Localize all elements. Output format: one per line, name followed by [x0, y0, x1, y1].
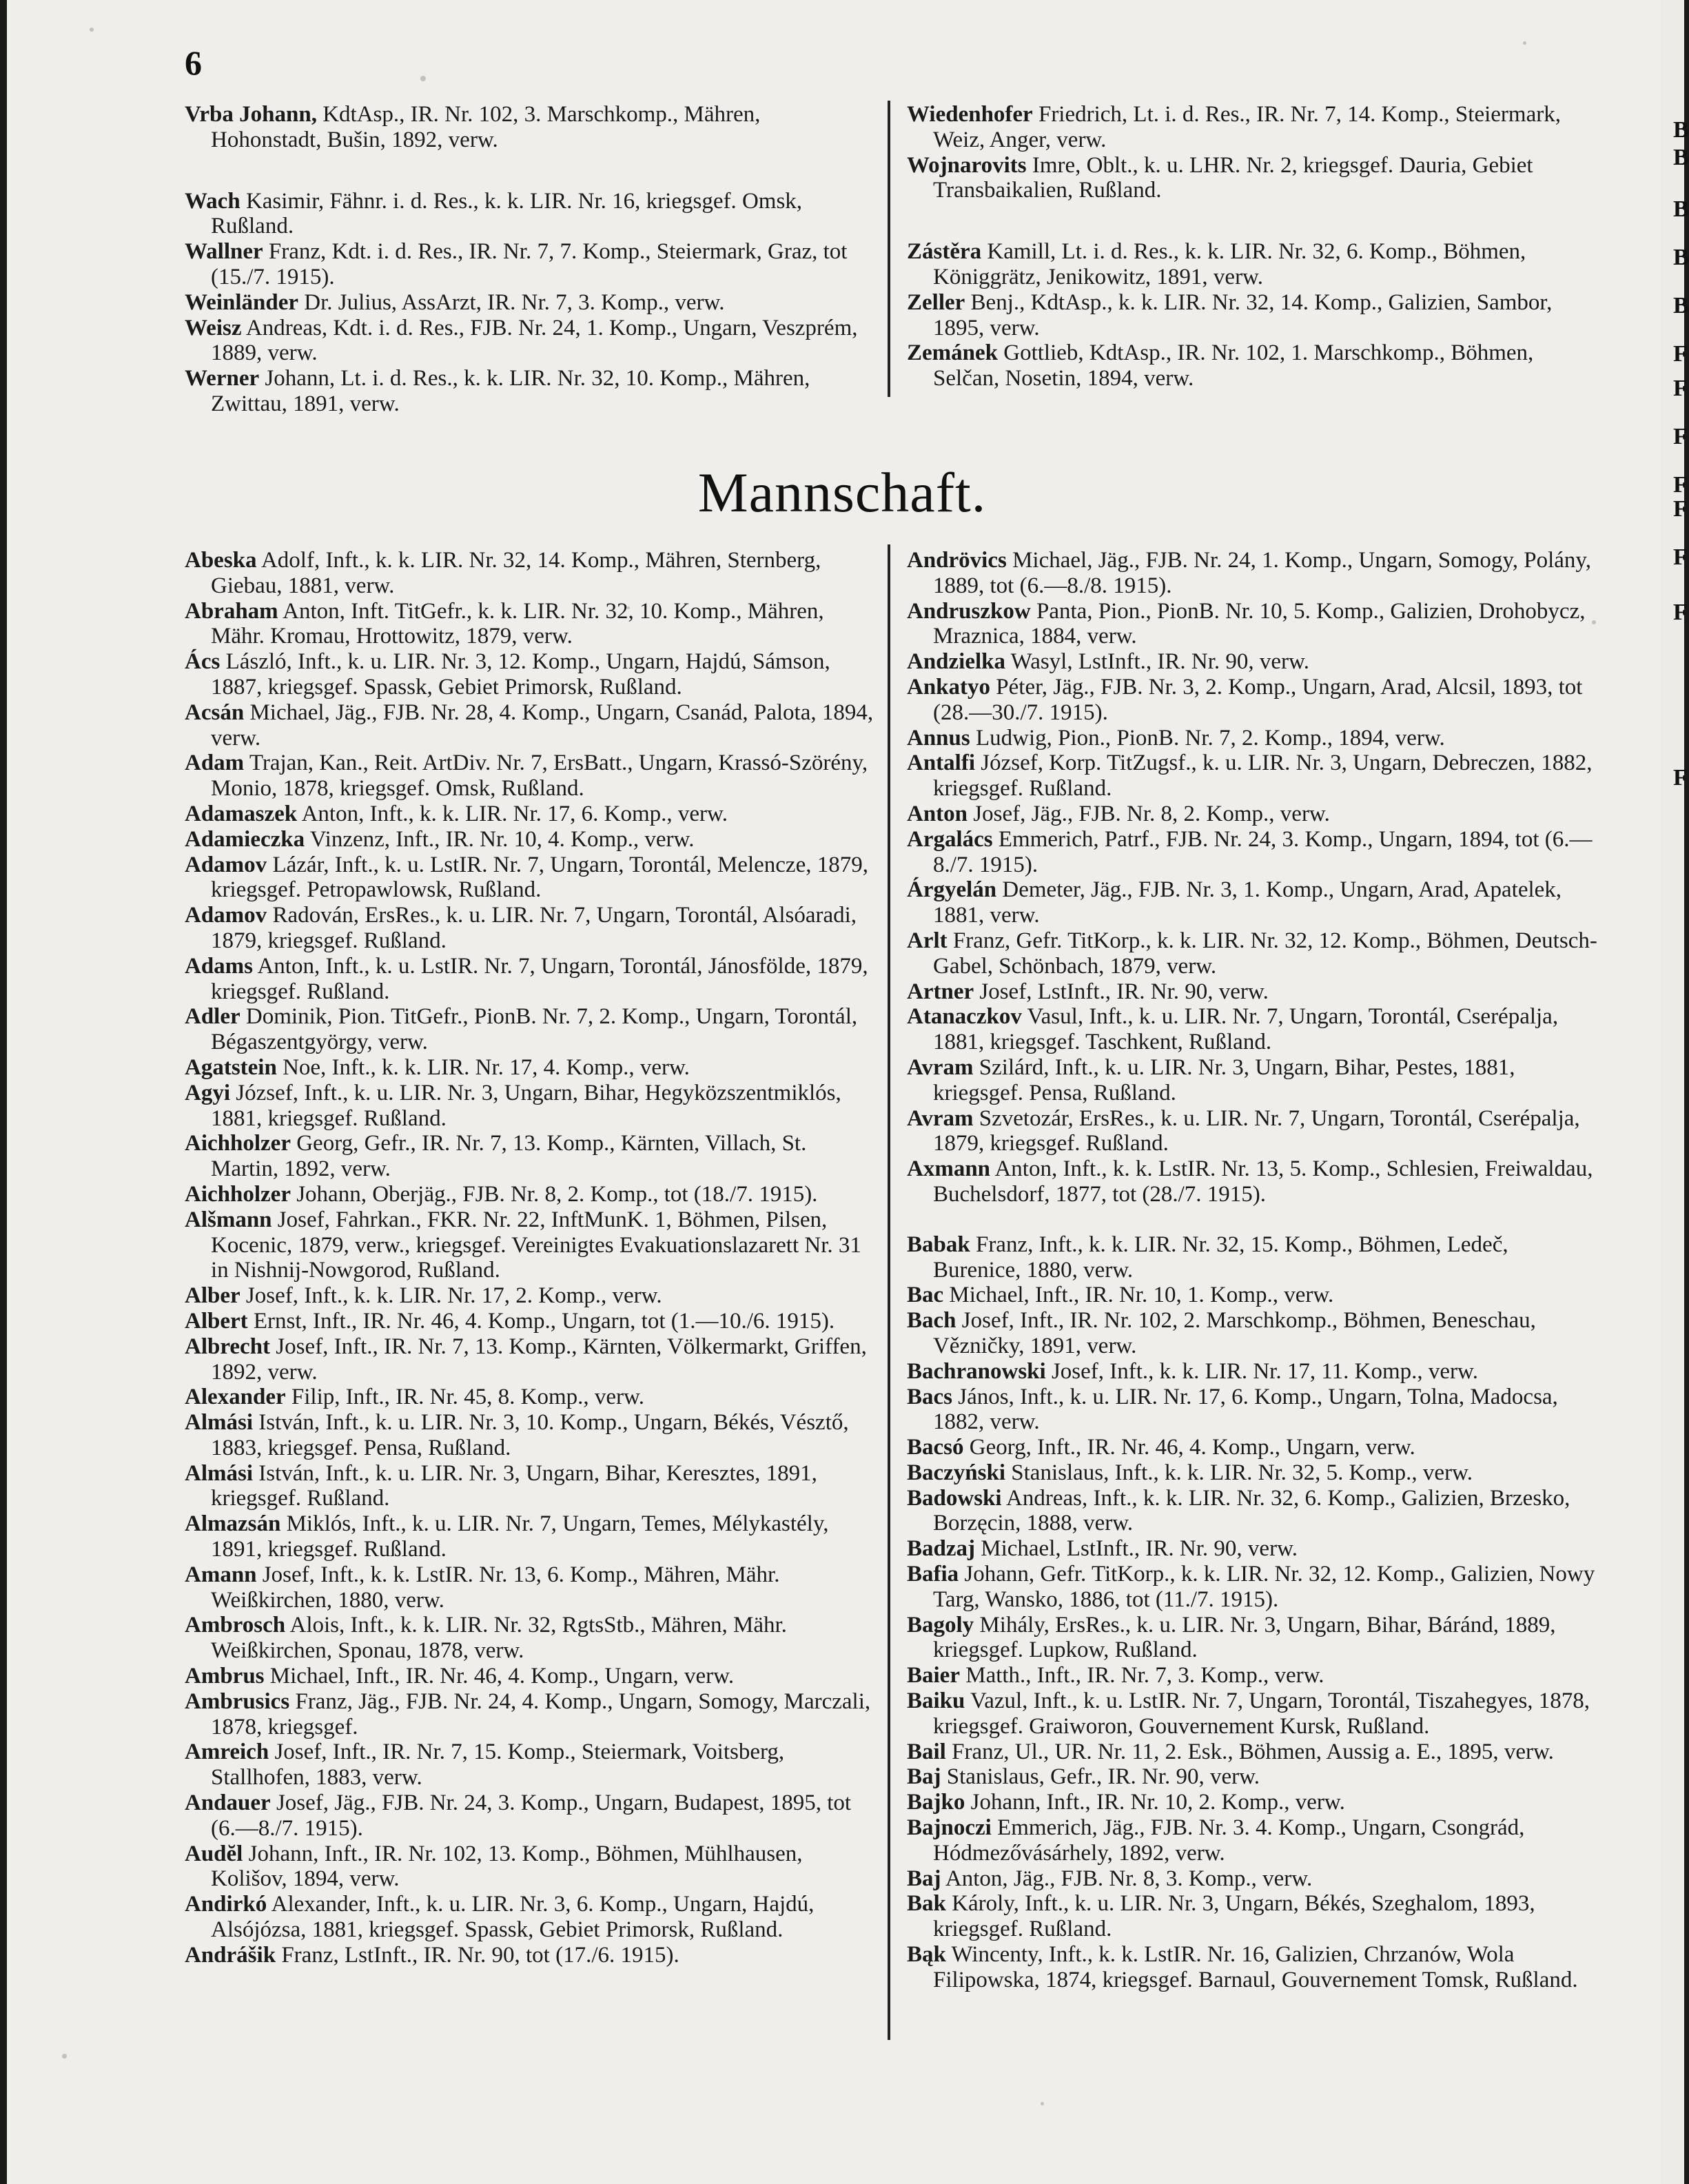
entry-surname: Bac — [907, 1283, 944, 1308]
entry-surname: Baczyński — [907, 1460, 1006, 1485]
entry-gap — [185, 153, 875, 189]
adjacent-page-letter: F — [1673, 765, 1688, 790]
entry-surname: Weisz — [185, 315, 242, 340]
entry-details: József, Korp. TitZugsf., k. u. LIR. Nr. 3, Ungarn, Debreczen, 1882, kriegsgef. Rußland. — [933, 751, 1593, 802]
entry-details: Johann, Inft., IR. Nr. 10, 2. Komp., verw. — [965, 1790, 1345, 1815]
entry-details: Imre, Oblt., k. u. LHR. Nr. 2, kriegsgef. Dauria, Gebiet Transbaikalien, Rußland. — [933, 152, 1533, 203]
entry-details: Péter, Jäg., FJB. Nr. 3, 2. Komp., Ungarn, Arad, Alcsil, 1893, tot (28.—30./7. 1915). — [933, 674, 1583, 725]
entry-details: Kasimir, Fähnr. i. d. Res., k. k. LIR. Nr. 16, kriegsgef. Omsk, Rußland. — [211, 188, 803, 239]
entry-surname: Albrecht — [185, 1334, 271, 1359]
section-heading: Mannschaft. — [697, 461, 987, 524]
entry-surname: Argalács — [907, 826, 993, 852]
entry-details: Michael, Jäg., FJB. Nr. 28, 4. Komp., Ungarn, Csanád, Palota, 1894, verw. — [211, 700, 874, 751]
entry-details: Demeter, Jäg., FJB. Nr. 3, 1. Komp., Ungarn, Arad, Apatelek, 1881, verw. — [933, 877, 1562, 928]
casualty-entry — [907, 1790, 1597, 1815]
entry-details: Anton, Inft., k. k. LIR. Nr. 17, 6. Komp., verw. — [297, 801, 728, 826]
adjacent-page-letter: B — [1673, 196, 1689, 222]
entry-details: János, Inft., k. u. LIR. Nr. 17, 6. Komp., Ungarn, Tolna, Madocsa, 1882, verw. — [933, 1384, 1558, 1435]
entry-details: Franz, Jäg., FJB. Nr. 24, 4. Komp., Ungarn, Somogy, Marczali, 1878, kriegsgef. — [211, 1688, 871, 1739]
casualty-entry — [907, 1663, 1597, 1688]
entry-details: Johann, Oberjäg., FJB. Nr. 8, 2. Komp., tot (18./7. 1915). — [290, 1181, 818, 1207]
casualty-entry — [907, 340, 1597, 391]
entry-surname: Baier — [907, 1663, 960, 1688]
entry-surname: Weinländer — [185, 289, 299, 315]
entry-details: Franz, LstInft., IR. Nr. 90, tot (17./6. 1915). — [276, 1942, 679, 1968]
casualty-entry — [907, 1232, 1597, 1283]
adjacent-page-letter: F — [1673, 544, 1688, 570]
casualty-entry — [907, 153, 1597, 204]
entry-details: Andreas, Kdt. i. d. Res., FJB. Nr. 24, 1. Komp., Ungarn, Veszprém, 1889, verw. — [211, 315, 858, 366]
casualty-entry — [907, 1359, 1597, 1385]
entry-details: Dr. Julius, AssArzt, IR. Nr. 7, 3. Komp., verw. — [298, 289, 725, 315]
casualty-entry — [907, 1106, 1597, 1157]
adjacent-page-letter: F — [1673, 472, 1688, 498]
entry-details: Franz, Gefr. TitKorp., k. k. LIR. Nr. 32, 12. Komp., Böhmen, Deutsch-Gabel, Schönbach, 1879, verw. — [933, 928, 1597, 979]
entry-details: Johann, Gefr. TitKorp., k. k. LIR. Nr. 32, 12. Komp., Galizien, Nowy Targ, Wansko, 1886, tot (11./7. 1915). — [933, 1562, 1595, 1612]
casualty-entry — [907, 1004, 1597, 1055]
entry-surname: Zemánek — [907, 340, 998, 366]
entry-surname: Bachranowski — [907, 1358, 1046, 1384]
entry-details: Kamill, Lt. i. d. Res., k. k. LIR. Nr. 32, 6. Komp., Böhmen, Königgrätz, Jenikowitz, 1891, verw. — [933, 239, 1526, 289]
casualty-entry — [185, 954, 875, 1005]
casualty-entry — [185, 1385, 875, 1410]
entry-details: Michael, Inft., IR. Nr. 10, 1. Komp., verw. — [943, 1283, 1334, 1308]
casualty-entry — [907, 1385, 1597, 1436]
entry-details: Friedrich, Lt. i. d. Res., IR. Nr. 7, 14. Komp., Steiermark, Weiz, Anger, verw. — [933, 102, 1561, 152]
entry-surname: Wach — [185, 188, 240, 214]
entry-surname: Bajko — [907, 1790, 965, 1815]
entry-details: István, Inft., k. u. LIR. Nr. 3, 10. Komp., Ungarn, Békés, Vésztő, 1883, kriegsgef. Pensa, Rußland. — [211, 1410, 849, 1460]
casualty-entry — [185, 827, 875, 853]
entry-surname: Agyi — [185, 1080, 230, 1105]
casualty-entry — [907, 1486, 1597, 1537]
entry-surname: Adamov — [185, 903, 267, 928]
entry-gap — [907, 203, 1597, 239]
casualty-entry — [185, 599, 875, 650]
entry-surname: Arlt — [907, 928, 948, 953]
casualty-entry — [185, 751, 875, 802]
casualty-entry — [907, 1739, 1597, 1765]
entry-details: Josef, Fahrkan., FKR. Nr. 22, InftMunK. 1, Böhmen, Pilsen, Kocenic, 1879, verw., kriegsgef. Vereinigtes Evakuationslazarett Nr. 31 in Nishnij-Nowgorod, Rußland. — [211, 1207, 861, 1283]
entry-surname: Atanaczkov — [907, 1004, 1022, 1030]
casualty-entry — [907, 290, 1597, 341]
entry-surname: Annus — [907, 725, 970, 751]
entry-details: Michael, LstInft., IR. Nr. 90, verw. — [975, 1536, 1298, 1562]
entry-details: Benj., KdtAsp., k. k. LIR. Nr. 32, 14. Komp., Galizien, Sambor, 1895, verw. — [933, 289, 1553, 340]
entry-surname: Ambrus — [185, 1664, 265, 1689]
entry-surname: Andirkó — [185, 1892, 267, 1917]
entry-surname: Adams — [185, 953, 254, 979]
entry-surname: Acsán — [185, 700, 245, 725]
entry-details: Matth., Inft., IR. Nr. 7, 3. Komp., verw. — [959, 1663, 1324, 1688]
casualty-entry — [185, 853, 875, 904]
entry-details: Szvetozár, ErsRes., k. u. LIR. Nr. 7, Ungarn, Torontál, Cserépalja, 1879, kriegsgef. Rußland. — [933, 1105, 1580, 1156]
entry-surname: Zeller — [907, 289, 965, 315]
entry-details: Szilárd, Inft., k. u. LIR. Nr. 3, Ungarn, Bihar, Pestes, 1881, kriegsgef. Pensa, Rußland. — [933, 1054, 1515, 1105]
entry-surname: Anton — [907, 801, 968, 826]
entry-details: Dominik, Pion. TitGefr., PionB. Nr. 7, 2. Komp., Ungarn, Torontál, Bégaszentgyörgy, verw. — [211, 1004, 858, 1055]
entry-surname: Árgyelán — [907, 877, 997, 903]
casualty-entry — [907, 751, 1597, 802]
entry-details: Josef, Inft., k. k. LIR. Nr. 17, 11. Komp., verw. — [1045, 1358, 1478, 1384]
entry-surname: Wallner — [185, 239, 263, 265]
casualty-entry — [185, 1410, 875, 1461]
casualty-entry — [185, 548, 875, 599]
entry-details: Georg, Gefr., IR. Nr. 7, 13. Komp., Kärnten, Villach, St. Martin, 1892, verw. — [211, 1131, 807, 1182]
casualty-entry — [185, 1055, 875, 1081]
entry-details: Károly, Inft., k. u. LIR. Nr. 3, Ungarn, Békés, Szeghalom, 1893, kriegsgef. Rußland. — [933, 1891, 1535, 1942]
casualty-entry — [907, 1308, 1597, 1359]
casualty-entry — [907, 1460, 1597, 1486]
entry-details: Josef, Inft., IR. Nr. 7, 13. Komp., Kärnten, Völkermarkt, Griffen, 1892, verw. — [211, 1334, 867, 1385]
entry-details: Radován, ErsRes., k. u. LIR. Nr. 7, Ungarn, Torontál, Alsóaradi, 1879, kriegsgef. Rußland. — [211, 903, 857, 953]
casualty-entry — [907, 649, 1597, 675]
casualty-entry — [907, 802, 1597, 827]
casualty-entry — [907, 726, 1597, 751]
entry-details: Wasyl, LstInft., IR. Nr. 90, verw. — [1005, 649, 1309, 675]
casualty-entry — [185, 1511, 875, 1562]
entry-surname: Almazsán — [185, 1511, 281, 1537]
entry-surname: Bąk — [907, 1942, 946, 1968]
entry-surname: Ács — [185, 649, 221, 675]
casualty-entry — [907, 1815, 1597, 1866]
casualty-entry — [185, 239, 875, 290]
entry-surname: Bajnoczi — [907, 1815, 992, 1841]
entry-details: Vazul, Inft., k. u. LstIR. Nr. 7, Ungarn, Torontál, Tiszahegyes, 1878, kriegsgef. Graiworon, Gouvernement Kursk, Rußland. — [933, 1688, 1590, 1739]
entry-surname: Wiedenhofer — [907, 102, 1033, 127]
entry-surname: Badzaj — [907, 1536, 975, 1562]
entry-details: Alois, Inft., k. k. LIR. Nr. 32, RgtsStb., Mähren, Mähr. Weißkirchen, Sponau, 1878, verw. — [211, 1613, 787, 1664]
casualty-entry — [185, 1081, 875, 1132]
entry-surname: Baj — [907, 1764, 941, 1790]
entry-details: Alexander, Inft., k. u. LIR. Nr. 3, 6. Komp., Ungarn, Hajdú, Alsójózsa, 1881, kriegsgef. Spassk, Gebiet Primorsk, Rußland. — [211, 1892, 815, 1943]
entry-details: Franz, Kdt. i. d. Res., IR. Nr. 7, 7. Komp., Steiermark, Graz, tot (15./7. 1915). — [211, 239, 848, 289]
entry-details: László, Inft., k. u. LIR. Nr. 3, 12. Komp., Ungarn, Hajdú, Sámson, 1887, kriegsgef. Spassk, Gebiet Primorsk, Rußland. — [211, 649, 830, 700]
entry-details: Josef, Inft., IR. Nr. 102, 2. Marschkomp., Böhmen, Beneschau, Vězničky, 1891, verw. — [933, 1308, 1536, 1358]
casualty-entry — [185, 1334, 875, 1385]
casualty-entry — [907, 239, 1597, 290]
casualty-entry — [185, 1739, 875, 1790]
adjacent-page-letter: F — [1673, 600, 1688, 625]
entry-surname: Almási — [185, 1410, 253, 1436]
casualty-entry — [907, 1283, 1597, 1308]
casualty-entry — [907, 1536, 1597, 1562]
entry-details: Josef, Inft., k. k. LIR. Nr. 17, 2. Komp., verw. — [240, 1283, 662, 1309]
casualty-entry — [185, 1562, 875, 1613]
casualty-entry — [907, 979, 1597, 1005]
adjacent-page-edge — [1661, 0, 1689, 2184]
entry-details: Trajan, Kan., Reit. ArtDiv. Nr. 7, ErsBatt., Ungarn, Krassó-Szörény, Monio, 1878, kriegsgef. Omsk, Rußland. — [211, 751, 868, 802]
entry-surname: Wojnarovits — [907, 152, 1027, 178]
casualty-entry — [907, 1942, 1597, 1993]
entry-details: Josef, Jäg., FJB. Nr. 24, 3. Komp., Ungarn, Budapest, 1895, tot (6.—8./7. 1915). — [211, 1790, 852, 1841]
entry-surname: Amann — [185, 1562, 257, 1587]
casualty-entry — [907, 1764, 1597, 1790]
casualty-entry — [907, 548, 1597, 599]
casualty-entry — [907, 599, 1597, 650]
entry-surname: Alšmann — [185, 1207, 272, 1232]
entry-surname: Bafia — [907, 1562, 959, 1587]
entry-surname: Bagoly — [907, 1612, 974, 1637]
entry-surname: Andrövics — [907, 548, 1007, 573]
entry-surname: Bacs — [907, 1384, 952, 1409]
entry-details: Adolf, Inft., k. k. LIR. Nr. 32, 14. Komp., Mähren, Sternberg, Giebau, 1881, verw. — [211, 548, 821, 598]
casualty-entry — [185, 700, 875, 751]
column-divider-main — [888, 544, 890, 2040]
entry-details: István, Inft., k. u. LIR. Nr. 3, Ungarn, Bihar, Keresztes, 1891, kriegsgef. Rußland. — [211, 1460, 817, 1511]
entry-surname: Adamov — [185, 852, 267, 877]
casualty-entry — [185, 290, 875, 316]
top-left-column — [185, 102, 875, 417]
entry-surname: Agatstein — [185, 1054, 277, 1080]
casualty-entry — [185, 649, 875, 700]
entry-details: Franz, Ul., UR. Nr. 11, 2. Esk., Böhmen, Aussig a. E., 1895, verw. — [945, 1739, 1554, 1764]
casualty-entry — [185, 1689, 875, 1740]
entry-surname: Aichholzer — [185, 1131, 291, 1156]
casualty-entry — [185, 802, 875, 827]
casualty-entry — [185, 1664, 875, 1689]
entry-surname: Zástěra — [907, 239, 982, 265]
casualty-entry — [185, 189, 875, 240]
entry-surname: Alexander — [185, 1385, 286, 1410]
entry-surname: Albert — [185, 1308, 248, 1334]
entry-details: Johann, Lt. i. d. Res., k. k. LIR. Nr. 32, 10. Komp., Mähren, Zwittau, 1891, verw. — [211, 366, 810, 416]
entry-surname: Avram — [907, 1054, 974, 1080]
entry-details: Anton, Jäg., FJB. Nr. 8, 3. Komp., verw. — [941, 1866, 1313, 1891]
entry-surname: Andzielka — [907, 649, 1006, 675]
adjacent-page-letter: F — [1673, 424, 1688, 449]
entry-surname: Ambrosch — [185, 1613, 286, 1638]
casualty-entry — [907, 1562, 1597, 1613]
entry-details: Josef, Inft., IR. Nr. 7, 15. Komp., Steiermark, Voitsberg, Stallhofen, 1883, verw. — [211, 1739, 785, 1790]
casualty-entry — [185, 1613, 875, 1664]
casualty-entry — [907, 1055, 1597, 1106]
casualty-entry — [185, 1790, 875, 1841]
column-divider-top — [888, 101, 890, 397]
adjacent-page-letter: B — [1673, 117, 1689, 143]
entry-surname: Babak — [907, 1232, 970, 1257]
casualty-entry — [185, 366, 875, 417]
entry-surname: Axmann — [907, 1156, 991, 1182]
casualty-entry — [907, 1435, 1597, 1460]
entry-details: Anton, Inft., k. k. LstIR. Nr. 13, 5. Komp., Schlesien, Freiwaldau, Buchelsdorf, 1877, tot (28./7. 1915). — [933, 1156, 1593, 1207]
casualty-entry — [907, 1613, 1597, 1664]
entry-surname: Adamieczka — [185, 826, 305, 852]
entry-details: Miklós, Inft., k. u. LIR. Nr. 7, Ungarn, Temes, Mélykastély, 1891, kriegsgef. Rußland. — [211, 1511, 829, 1562]
entry-surname: Abraham — [185, 598, 278, 624]
entry-details: Stanislaus, Inft., k. k. LIR. Nr. 32, 5. Komp., verw. — [1005, 1460, 1473, 1485]
entry-details: Andreas, Inft., k. k. LIR. Nr. 32, 6. Komp., Galizien, Brzesko, Borzęcin, 1888, verw. — [933, 1485, 1570, 1536]
casualty-entry — [185, 1131, 875, 1182]
adjacent-page-letter: B — [1673, 145, 1689, 170]
entry-details: József, Inft., k. u. LIR. Nr. 3, Ungarn, Bihar, Hegyközszentmiklós, 1881, kriegsgef. Rußland. — [211, 1080, 841, 1131]
entry-surname: Baj — [907, 1866, 941, 1891]
casualty-entry — [185, 102, 875, 153]
entry-details: Filip, Inft., IR. Nr. 45, 8. Komp., verw. — [285, 1385, 644, 1410]
entry-surname: Bak — [907, 1891, 946, 1917]
entry-details: Lázár, Inft., k. u. LstIR. Nr. 7, Ungarn, Torontál, Melencze, 1879, kriegsgef. Petropawlowsk, Rußland. — [211, 852, 868, 903]
casualty-entry — [185, 316, 875, 367]
casualty-entry — [185, 1182, 875, 1207]
entry-surname: Amreich — [185, 1739, 269, 1765]
left-column — [185, 548, 875, 1968]
entry-surname: Adler — [185, 1004, 240, 1030]
entry-surname: Audĕl — [185, 1841, 243, 1866]
entry-details: Michael, Jäg., FJB. Nr. 24, 1. Komp., Ungarn, Somogy, Polány, 1889, tot (6.—8./8. 1915). — [933, 548, 1592, 598]
entry-surname: Bacsó — [907, 1435, 964, 1460]
page-number: 6 — [185, 43, 202, 82]
entry-details: Stanislaus, Gefr., IR. Nr. 90, verw. — [941, 1764, 1260, 1790]
casualty-entry — [907, 827, 1597, 878]
casualty-entry — [185, 1461, 875, 1512]
casualty-entry — [907, 877, 1597, 928]
casualty-entry — [185, 1841, 875, 1892]
entry-details: Wincenty, Inft., k. k. LstIR. Nr. 16, Galizien, Chrzanów, Wola Filipowska, 1874, kriegsgef. Barnaul, Gouvernement Tomsk, Rußland. — [933, 1942, 1578, 1992]
casualty-entry — [185, 903, 875, 954]
entry-surname: Adamaszek — [185, 801, 298, 826]
entry-details: Johann, Inft., IR. Nr. 102, 13. Komp., Böhmen, Mühlhausen, Kolišov, 1894, verw. — [211, 1841, 803, 1892]
entry-details: Emmerich, Patrf., FJB. Nr. 24, 3. Komp., Ungarn, 1894, tot (6.—8./7. 1915). — [933, 826, 1593, 877]
entry-details: KdtAsp., IR. Nr. 102, 3. Marschkomp., Mähren, Hohonstadt, Bušin, 1892, verw. — [211, 102, 761, 152]
entry-details: Josef, Inft., k. k. LstIR. Nr. 13, 6. Komp., Mähren, Mähr. Weißkirchen, 1880, verw. — [211, 1562, 780, 1613]
adjacent-page-letter: F — [1673, 496, 1688, 522]
entry-details: Josef, LstInft., IR. Nr. 90, verw. — [974, 979, 1269, 1004]
casualty-entry — [185, 1207, 875, 1283]
casualty-entry — [907, 928, 1597, 979]
adjacent-page-letter: B — [1673, 293, 1689, 318]
casualty-entry — [907, 1891, 1597, 1942]
entry-details: Georg, Inft., IR. Nr. 46, 4. Komp., Ungarn, verw. — [963, 1435, 1415, 1460]
adjacent-page-letter: B — [1673, 245, 1689, 270]
entry-details: Anton, Inft. TitGefr., k. k. LIR. Nr. 32, 10. Komp., Mähren, Mähr. Kromau, Hrottowitz, 1879, verw. — [211, 598, 824, 649]
entry-surname: Abeska — [185, 548, 257, 573]
adjacent-page-letter: F — [1673, 376, 1688, 401]
entry-surname: Vrba Johann, — [185, 102, 317, 127]
casualty-entry — [185, 1309, 875, 1334]
entry-details: Franz, Inft., k. k. LIR. Nr. 32, 15. Komp., Böhmen, Ledeč, Burenice, 1880, verw. — [933, 1232, 1508, 1283]
casualty-entry — [185, 1283, 875, 1309]
entry-details: Vinzenz, Inft., IR. Nr. 10, 4. Komp., verw. — [305, 826, 695, 852]
entry-details: Emmerich, Jäg., FJB. Nr. 3. 4. Komp., Ungarn, Csongrád, Hódmezővásárhely, 1892, verw. — [933, 1815, 1525, 1866]
top-right-column — [907, 102, 1597, 391]
entry-surname: Bail — [907, 1739, 946, 1764]
right-column — [907, 548, 1597, 1993]
entry-details: Michael, Inft., IR. Nr. 46, 4. Komp., Ungarn, verw. — [264, 1664, 735, 1689]
adjacent-page-letter: F — [1673, 341, 1688, 367]
entry-surname: Badowski — [907, 1485, 1002, 1511]
entry-surname: Andruszkow — [907, 598, 1031, 624]
entry-surname: Andrášik — [185, 1942, 276, 1968]
entry-surname: Adam — [185, 751, 245, 776]
entry-details: Ludwig, Pion., PionB. Nr. 7, 2. Komp., 1894, verw. — [970, 725, 1445, 751]
entry-details: Vasul, Inft., k. u. LIR. Nr. 7, Ungarn, Torontál, Cserépalja, 1881, kriegsgef. Taschkent, Rußland. — [933, 1004, 1559, 1055]
entry-surname: Almási — [185, 1460, 253, 1486]
casualty-entry — [907, 675, 1597, 726]
casualty-entry — [185, 1892, 875, 1943]
entry-surname: Baiku — [907, 1688, 965, 1714]
casualty-entry — [907, 102, 1597, 153]
entry-details: Panta, Pion., PionB. Nr. 10, 5. Komp., Galizien, Drohobycz, Mraznica, 1884, verw. — [933, 598, 1586, 649]
entry-surname: Avram — [907, 1105, 974, 1131]
casualty-entry — [907, 1156, 1597, 1207]
entry-details: Noe, Inft., k. k. LIR. Nr. 17, 4. Komp., verw. — [276, 1054, 690, 1080]
entry-surname: Bach — [907, 1308, 956, 1334]
entry-surname: Ambrusics — [185, 1688, 290, 1714]
entry-surname: Antalfi — [907, 751, 975, 776]
entry-gap — [907, 1207, 1597, 1232]
casualty-entry — [907, 1866, 1597, 1892]
casualty-entry — [907, 1688, 1597, 1739]
entry-details: Anton, Inft., k. u. LstIR. Nr. 7, Ungarn, Torontál, Jánosfölde, 1879, kriegsgef. Rußland. — [211, 953, 868, 1004]
casualty-entry — [185, 1943, 875, 1968]
casualty-entry — [185, 1004, 875, 1055]
entry-surname: Ankatyo — [907, 674, 991, 700]
entry-surname: Alber — [185, 1283, 240, 1309]
entry-surname: Andauer — [185, 1790, 271, 1816]
entry-surname: Aichholzer — [185, 1181, 291, 1207]
entry-surname: Werner — [185, 366, 260, 391]
entry-details: Josef, Jäg., FJB. Nr. 8, 2. Komp., verw. — [968, 801, 1330, 826]
entry-details: Ernst, Inft., IR. Nr. 46, 4. Komp., Ungarn, tot (1.—10./6. 1915). — [247, 1308, 835, 1334]
entry-surname: Artner — [907, 979, 974, 1004]
entry-details: Gottlieb, KdtAsp., IR. Nr. 102, 1. Marschkomp., Böhmen, Selčan, Nosetin, 1894, verw. — [933, 340, 1534, 391]
entry-details: Mihály, ErsRes., k. u. LIR. Nr. 3, Ungarn, Bihar, Báránd, 1889, kriegsgef. Lupkow, Rußland. — [933, 1612, 1556, 1663]
